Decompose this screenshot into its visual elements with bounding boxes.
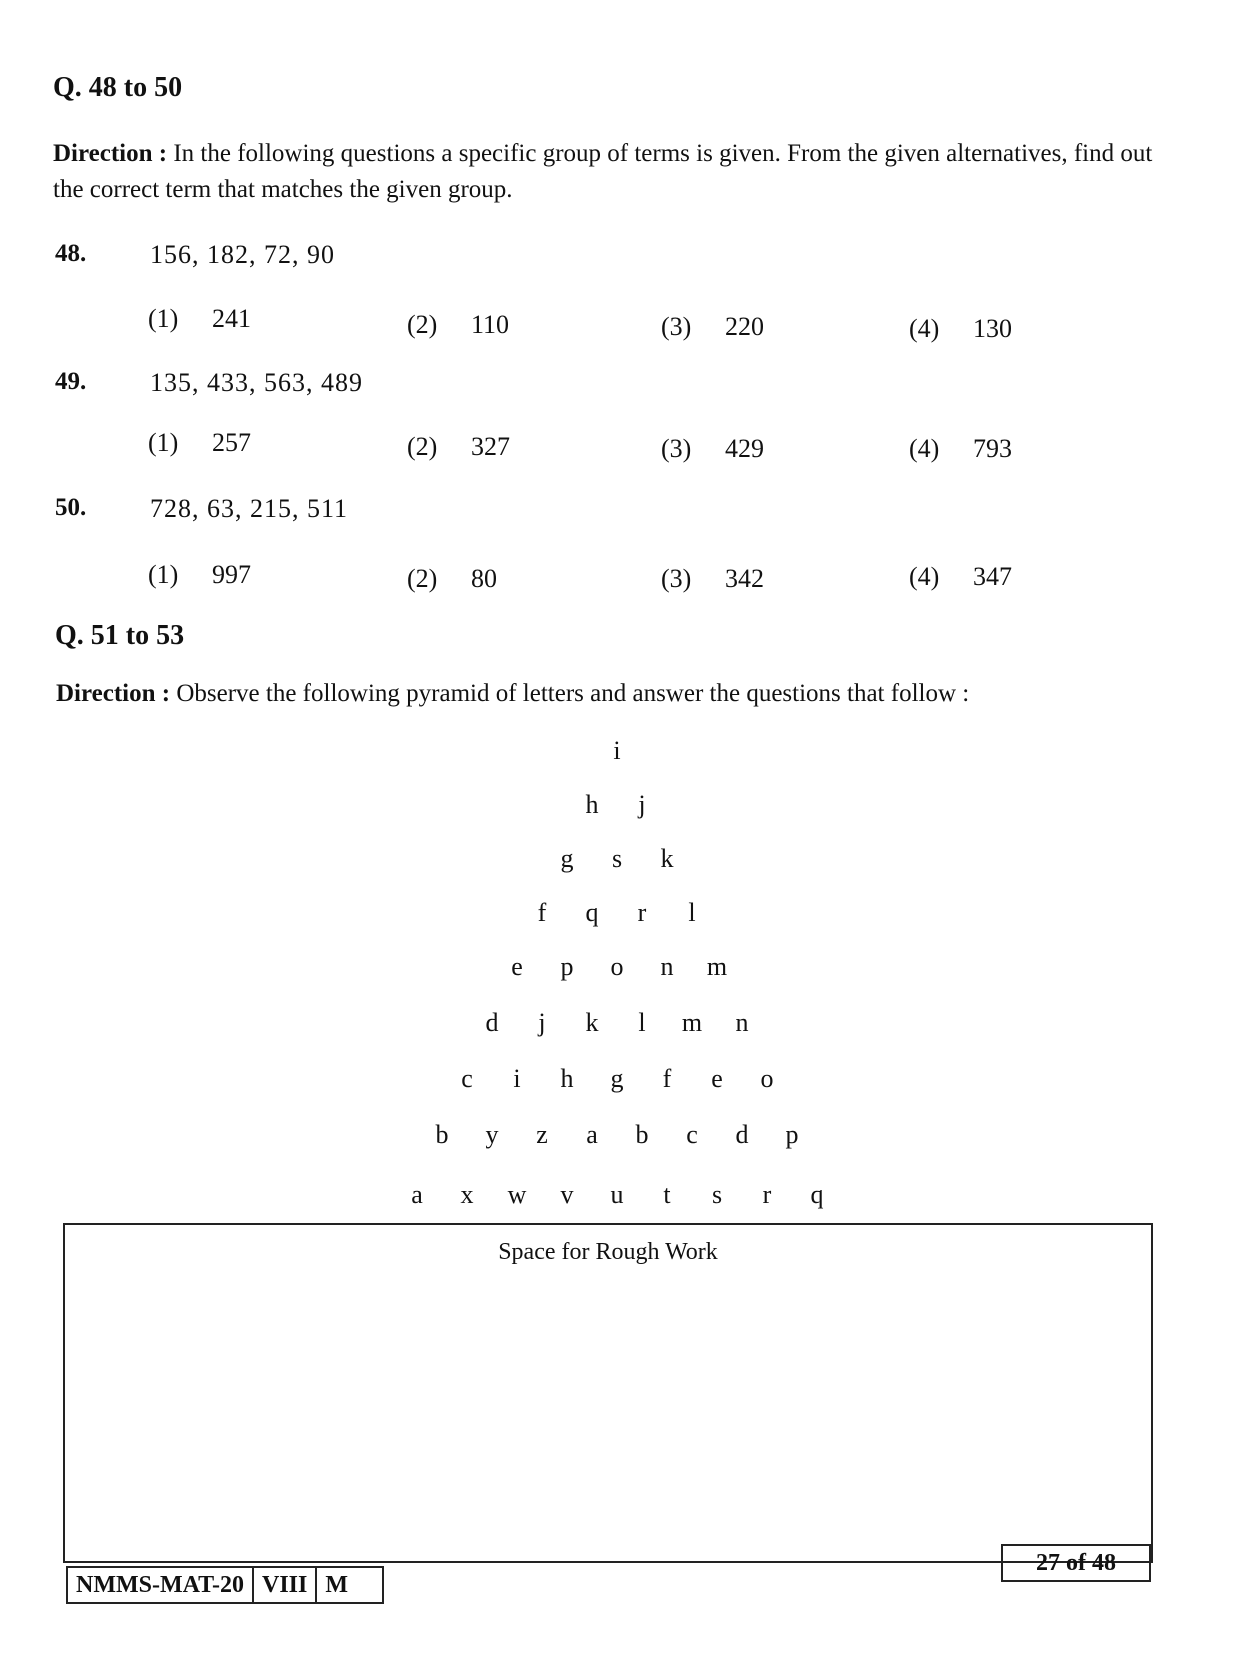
pyramid-letter: c <box>686 1120 698 1149</box>
pyramid-letter: a <box>411 1180 423 1209</box>
option-49-2[interactable] <box>407 432 510 462</box>
pyramid-letter: z <box>536 1120 548 1149</box>
pyramid-letter: i <box>613 736 621 765</box>
rough-work-label: Space for Rough Work <box>498 1239 718 1265</box>
option-number: (4) <box>909 314 940 343</box>
pyramid-letter: h <box>560 1064 574 1093</box>
pyramid-letter: p <box>560 952 574 981</box>
pyramid-letter: s <box>711 1180 723 1209</box>
option-number: (3) <box>661 564 692 593</box>
direction-text: Observe the following pyramid of letters and answer the questions that follow : <box>170 680 970 707</box>
option-48-1[interactable] <box>148 304 251 334</box>
pyramid-letter: w <box>507 1180 527 1209</box>
option-value: 997 <box>212 560 251 589</box>
pyramid-letter: f <box>537 898 547 927</box>
page-number-box: 27 of 48 <box>1001 1544 1151 1582</box>
option-50-3[interactable] <box>661 564 764 594</box>
option-number: (1) <box>148 428 179 457</box>
rough-work-box[interactable] <box>63 1223 1153 1563</box>
pyramid-letter: p <box>785 1120 799 1149</box>
exam-code-box <box>66 1566 384 1604</box>
pyramid-letter: j <box>538 1008 546 1037</box>
pyramid-letter: m <box>681 1008 703 1037</box>
pyramid-letter: x <box>460 1180 474 1209</box>
question-number-50: 50. <box>55 494 87 521</box>
option-50-1[interactable] <box>148 560 251 590</box>
question-terms-50: 728, 63, 215, 511 <box>150 494 349 523</box>
pyramid-letter: c <box>461 1064 473 1093</box>
section-heading-51-53: Q. 51 to 53 <box>55 620 185 651</box>
pyramid-letter: t <box>663 1180 671 1209</box>
option-number: (2) <box>407 432 438 461</box>
option-49-1[interactable] <box>148 428 251 458</box>
option-value: 327 <box>471 432 510 461</box>
pyramid-letter: q <box>810 1180 824 1209</box>
direction-label: Direction : <box>56 680 171 707</box>
direction-48-50 <box>53 136 1173 208</box>
pyramid-letter: n <box>735 1008 749 1037</box>
pyramid-letter: b <box>435 1120 449 1149</box>
option-number: (2) <box>407 310 438 339</box>
pyramid-letter: b <box>635 1120 649 1149</box>
option-49-4[interactable] <box>909 434 1012 464</box>
pyramid-letter: o <box>610 952 624 981</box>
section-heading-48-50: Q. 48 to 50 <box>53 72 183 103</box>
question-terms-49: 135, 433, 563, 489 <box>150 368 363 397</box>
pyramid-letter: y <box>485 1120 499 1149</box>
exam-medium: M <box>315 1568 382 1602</box>
pyramid-letter: r <box>762 1180 772 1209</box>
option-value: 347 <box>973 562 1012 591</box>
option-value: 241 <box>212 304 251 333</box>
pyramid-letter: g <box>610 1064 624 1093</box>
question-number-48: 48. <box>55 240 87 267</box>
option-50-2[interactable] <box>407 564 497 594</box>
option-value: 257 <box>212 428 251 457</box>
pyramid-letter: l <box>688 898 696 927</box>
option-value: 130 <box>973 314 1012 343</box>
option-48-4[interactable] <box>909 314 1012 344</box>
pyramid-letter: m <box>706 952 728 981</box>
option-number: (4) <box>909 562 940 591</box>
pyramid-letter: k <box>660 844 674 873</box>
option-48-3[interactable] <box>661 312 764 342</box>
pyramid-letter: h <box>585 790 599 819</box>
pyramid-letter: a <box>586 1120 598 1149</box>
exam-class: VIII <box>252 1568 315 1602</box>
pyramid-letter: u <box>610 1180 624 1209</box>
direction-51-53 <box>56 676 1176 712</box>
option-number: (2) <box>407 564 438 593</box>
option-value: 342 <box>725 564 764 593</box>
pyramid-letter: e <box>511 952 523 981</box>
option-value: 429 <box>725 434 764 463</box>
option-number: (1) <box>148 560 179 589</box>
option-number: (3) <box>661 434 692 463</box>
pyramid-letter: f <box>662 1064 672 1093</box>
option-50-4[interactable] <box>909 562 1012 592</box>
option-number: (1) <box>148 304 179 333</box>
option-value: 110 <box>471 310 510 339</box>
option-48-2[interactable] <box>407 310 509 340</box>
option-value: 220 <box>725 312 764 341</box>
pyramid-letter: l <box>638 1008 646 1037</box>
question-number-49: 49. <box>55 368 87 395</box>
option-49-3[interactable] <box>661 434 764 464</box>
pyramid-letter: o <box>760 1064 774 1093</box>
option-number: (3) <box>661 312 692 341</box>
option-value: 793 <box>973 434 1012 463</box>
question-terms-48: 156, 182, 72, 90 <box>150 240 335 269</box>
pyramid-letter: v <box>560 1180 574 1209</box>
pyramid-letter: d <box>485 1008 499 1037</box>
pyramid-letter: q <box>585 898 599 927</box>
pyramid-letter: r <box>637 898 647 927</box>
pyramid-letter: d <box>735 1120 749 1149</box>
pyramid-letter: e <box>711 1064 723 1093</box>
pyramid-letter: j <box>638 790 646 819</box>
pyramid-letter: i <box>513 1064 521 1093</box>
pyramid-letter: s <box>611 844 623 873</box>
option-value: 80 <box>471 564 497 593</box>
exam-code: NMMS-MAT-20 <box>76 1572 244 1598</box>
pyramid-letter: g <box>560 844 574 873</box>
pyramid-letter: k <box>585 1008 599 1037</box>
option-number: (4) <box>909 434 940 463</box>
pyramid-letter: n <box>660 952 674 981</box>
direction-label: Direction : <box>53 140 168 167</box>
direction-text: In the following questions a specific group of terms is given. From the given alternatives, find out the correct term that matches the given group. <box>53 140 1153 203</box>
